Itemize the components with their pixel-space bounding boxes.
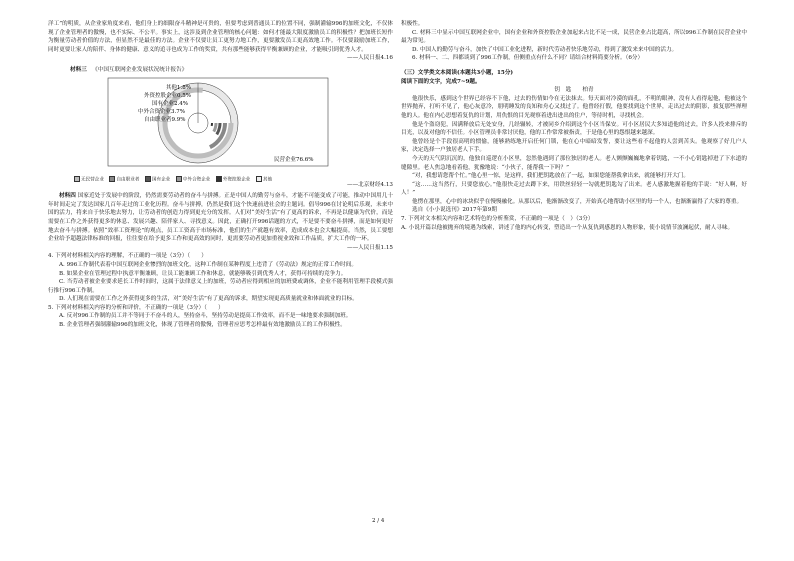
option-4d: D. 人们现在需要在工作之外获得更多的生活，对“美好生活”有了更高的诉求，期望实现更高质量就业和体面就业的目标。 — [59, 296, 358, 303]
legend-item: 自由职业者 — [109, 176, 139, 184]
legend-item: 中外合资企业 — [176, 176, 211, 184]
donut-chart — [48, 75, 393, 181]
story-paragraph: “对，我想请您帮个忙。”他心里一惊，是这样，我们把钥匙放在了一起，如果您能帮我拿出来，就能够打开大门。 — [412, 173, 690, 180]
left-column — [48, 20, 393, 330]
material-four-body: 国家近处于发展中的阶段，仍然需要劳动者的奋斗与拼搏。正是中国人的勤劳与奋斗，才能不可能变成了可能，推动中国用几十年时间走完了发达国家几百年走过的工业化历程。奋斗与拼搏，仍然是我们这个快速前进社会的主题词。倡导996在讨论明后乐观，未来中国的活力，将来自于快乐地去努力，让劳动者的创造力得到更充分的发挥。人们对“美好生活”有了更高的诉求，不再是以健康为代价，而是需要在工作之外获得更多的休息、发展兴趣、陪伴家人、寻找意义。因此，正确打开996话题的方式，不是要不要奋斗拼搏，而是如何更好地去奋斗与拼搏。依照“效率工资理论”的观点，员工工资高于市场标准，他们的生产就越有效率，造成成本也会大幅提高。当然，员工要想企业给予超越法律标准的回报，往往要在给予更多工作和更高效的同时，更需要劳动者更加重视业效和工作品质，扩大工作的一环。 — [48, 193, 393, 243]
right-column — [401, 20, 747, 232]
question-5: 5. 下列对材料相关内容的分析和评价，不正确的一项是（3分）（ ） — [48, 304, 224, 311]
option-5a: A. 反对996工作制的员工并不等同于不奋斗的人，坚持奋斗，坚持劳动是提高工作效率，而不是一味地要求强制加班。 — [59, 313, 352, 320]
chart-legend — [74, 176, 393, 184]
question-7: 7. 下列对文本相关内容和艺术特色的分析鉴赏，不正确的一项是（ ）（3分） — [401, 216, 594, 223]
question-4: 4. 下列对材料相关内容的理解，不正确的一项是（3分）（ ） — [48, 253, 207, 260]
material-four-text — [48, 192, 393, 244]
question-6: 6. 材料一、二、四都谈到了996工作制，但侧重点有什么不同？请结合材料简要分析。（6分） — [412, 55, 644, 62]
option-4a: A. 996工作制代表着中国互联网企业惨烈的加班文化，这种工作制在某种程度上违背了《劳动法》规定的正常工作时间。 — [59, 261, 357, 268]
option-4b: B. 如果企业在管理过程中执意平衡兼顾，让员工能兼顾工作和休息，就能够吸引到优秀人才，获得可持续的竞争力。 — [59, 270, 347, 277]
legend-item: 外资控股企业 — [216, 176, 251, 184]
story-source: 选自《小小说选刊》2017年第9期 — [412, 207, 497, 214]
chart-label-1: 外资控股企业0.5% — [144, 92, 191, 99]
chart-label-4: 自由职业者9.9% — [144, 116, 186, 123]
donut-chart-svg — [48, 75, 393, 173]
material-title: 《中国互联网企业发展状况统计报告》 — [92, 66, 188, 73]
legend-item: 国有企业 — [145, 176, 170, 184]
material-label: 材料三 — [70, 66, 87, 73]
chart-label-2: 国有企业2.4% — [152, 100, 188, 107]
story-title: 钥 匙 柏青 — [554, 87, 594, 94]
option-7a: A. 小说开篇以他被抛弃的境遇为线索，讲述了他的内心转变，塑造出一个从复仇到感恩的人物形象，使小说情节波澜起伏，耐人寻味。 — [401, 224, 734, 231]
material-three-heading — [48, 66, 393, 75]
option-5c: C. 材料三中显示中国互联网企业中，国有企业和外资控股企业加起来占比不足一成，民营企业占比超高，所以996工作制在民营企业中最为常见。 — [401, 29, 747, 45]
option-4c: C. 当劳动者被企业要求延长工作时间时，这属于法律意义上的加班，劳动者应得到相应的加班费或调休，企业不能利用管理手段模式强行推行996工作制。 — [48, 279, 393, 294]
continued-text: 积极性。 — [401, 21, 424, 27]
option-5b: B. 企业管理者强制灌输996的加班文化，体现了管理者的傲慢，管理者应思考怎样最有效地激励员工的工作积极性。 — [59, 322, 346, 329]
option-5d: D. 中国人的勤劳与奋斗，加快了中国工业化进程，新时代劳动者快乐地劳动，得到了激发来来中国的活力。 — [412, 46, 678, 53]
chart-label-5: 民营企业76.6% — [274, 156, 314, 163]
story-paragraph: 他曾经是个手段很高明的惯偷，能够熟练地开启任何门锁，他在心中暗暗发誓，要让这些看不起他的人尝到苦头。他观察了好几户人家，决定选择一户独居老人下手。 — [401, 138, 747, 154]
section-heading: （三）文学类文本阅读(本题共3小题，15分) — [401, 69, 514, 76]
story-paragraph: 今天的天气阴沉沉的，他独自巡逻在小区里，忽然他遇到了那位独居的老人。老人颤颤巍巍地拿着钥匙，一不小心钥匙掉进了下水道的缝隙里。老人焦急地看着他，犹豫地说：“小伙子，能帮我一下吗？” — [401, 155, 747, 171]
source-line: ——人民日报1.15 — [346, 244, 393, 251]
section-note: 阅读下面的文字，完成7~9题。 — [401, 78, 481, 85]
material-label: 材料四 — [59, 193, 76, 200]
chart-label-3: 中外合资企业3.7% — [138, 108, 185, 115]
legend-item: 无民营企业 — [74, 176, 104, 184]
page-number: 2 / 4 — [372, 518, 385, 524]
source-line: ——北京财经4.13 — [346, 181, 393, 188]
material-two-text: 洋工”的明质，从企业家角度来看，他们身上的细限奋斗精神是可贵的，但要考虑到普通员工的位置不同，强制灌输996的加班文化，不仅体现了企业管理者的傲慢，也不实际、不公平。事实上，这涉及到企业管理的核心问题：如何才能最大限度激励员工的积极性？把加班长短作为衡量劳动者价值的方法，但显然不是最佳的方法。企业不仅要让员工更努力地工作，更要激发员工更高效地工作。不仅要鼓励加班工作，同时更要让家人的陪伴、身体的健康、意义的追寻也成为工作的奖赏，共有那些能够获得平衡兼顾的企业，才能吸引到优秀人才。 — [48, 21, 393, 53]
story-paragraph: 他是个盗窃犯，因满释放后无处安身，几经辗转，才被同乡介绍到这个小区当保安。可小区居民大多知道他的过去，许多人投来排斥的目光，以及对他的不信任。小区管理员非常讨厌他，他的工作常常被指责，于是他心里的怨恨越来越深。 — [401, 121, 747, 137]
story-paragraph: “这……这当然行，只要您放心。”他很快走过去蹲下来，用铁丝轻轻一勾就把钥匙勾了出来。老人感激地握着他的手说：“好人啊，好人！” — [401, 181, 747, 197]
legend-item: 其他 — [256, 176, 272, 184]
story-paragraph: 他愣在那里，心中的冰块似乎在慢慢融化。从那以后，他渐渐改变了，开始真心地帮助小区里的每一个人，也渐渐赢得了大家的尊重。 — [412, 198, 743, 205]
chart-label-0: 其他1.8% — [166, 84, 191, 91]
story-paragraph: 他很快乐，感到这个世界已经容不下他，过去的伤情如今在无法抹去。每天面对冷漠的面孔，不明的眼神，没有人看得起他，他被这个世界抛弃，打听不见了，他心灰意冷，朋明睡发的良知和舟心又找过了。他曾经打假，他要找到这个世界，走出过去的阴影，拔复那些禅理他的人。他在内心思想着复仇的计划，用仇恨的目光观察着进出进出的住户，等待时机，寻找机会。 — [401, 95, 747, 119]
source-line: ——人民日报4.16 — [346, 55, 393, 62]
